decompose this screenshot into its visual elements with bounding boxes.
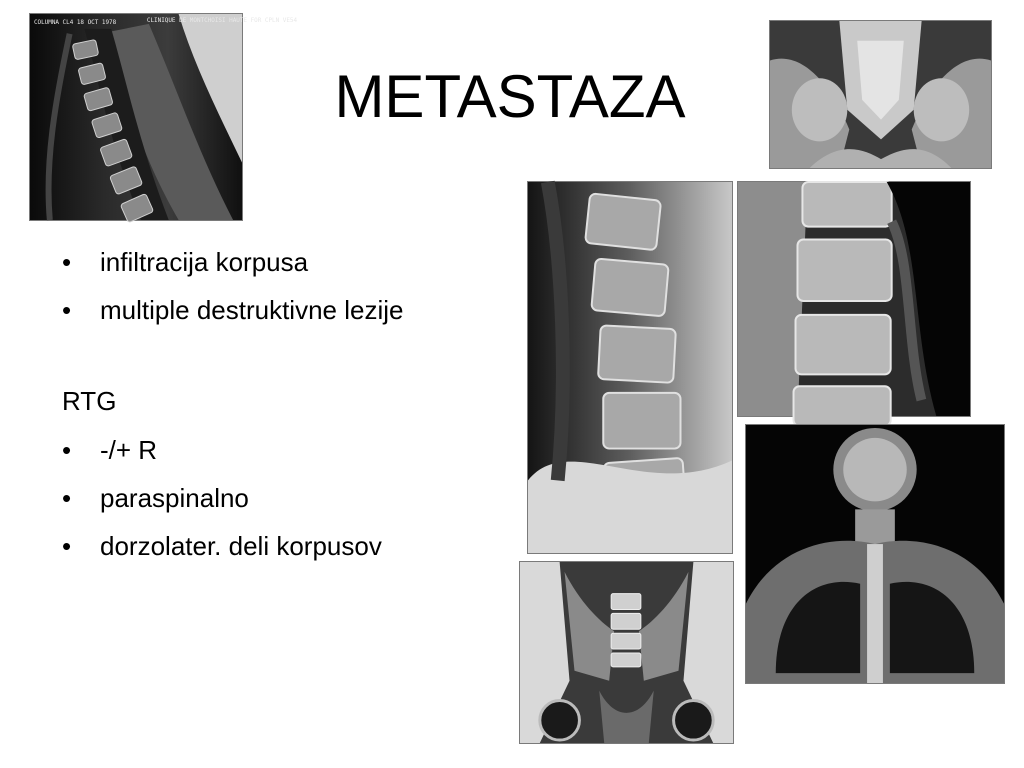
coronal-mri-chest-image	[745, 424, 1005, 684]
bullet-text: -/+ R	[100, 435, 158, 465]
bullet-glyph: •	[62, 483, 72, 513]
mri-overlay-right: CLINIQUE DE MONTCHOISI HAUTE FOR CPLN VE54	[146, 16, 298, 24]
bullet-item	[62, 246, 492, 279]
section-heading: RTG	[62, 386, 117, 416]
bullet-item	[62, 530, 492, 563]
pelvis-xray-image	[769, 20, 992, 169]
bullet-text: dorzolater. deli korpusov	[100, 531, 382, 561]
bullet-text: paraspinalno	[100, 483, 249, 513]
bullet-text: infiltracija korpusa	[100, 247, 309, 277]
sagittal-mri-image	[29, 13, 298, 221]
lateral-lumbar-xray-image	[527, 181, 733, 554]
bullet-item	[62, 294, 492, 327]
bullet-glyph: •	[62, 247, 72, 277]
bullet-glyph: •	[62, 435, 72, 465]
bullet-item	[62, 482, 492, 515]
bullet-glyph: •	[62, 295, 72, 325]
bullet-text: multiple destruktivne lezije	[100, 295, 404, 325]
coronal-mri-pelvis-image	[519, 561, 734, 744]
bullet-glyph: •	[62, 531, 72, 561]
bullet-list	[62, 246, 492, 563]
mri-overlay-left: COLUMNA CL4 18 OCT 1978	[33, 18, 117, 26]
lateral-spine-closeup-xray-image	[737, 181, 971, 417]
bullet-item	[62, 434, 492, 467]
slide-title: METASTAZA	[334, 63, 686, 130]
